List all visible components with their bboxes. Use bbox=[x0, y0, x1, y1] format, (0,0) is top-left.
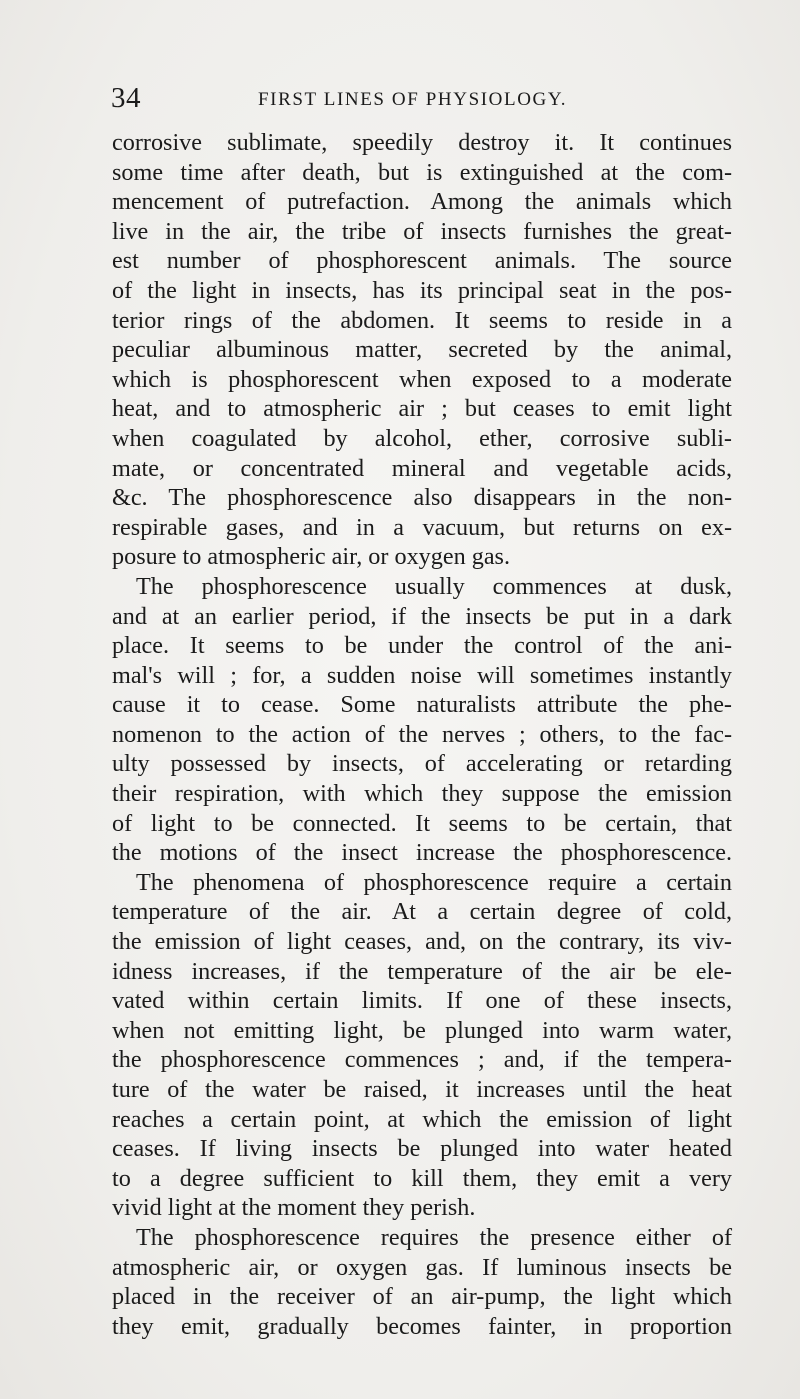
text-line: cause it to cease. Some naturalists attribute the phe- bbox=[112, 691, 732, 719]
text-line: the emission of light ceases, and, on the contrary, its viv- bbox=[112, 928, 732, 956]
text-line: vivid light at the moment they perish. bbox=[112, 1194, 476, 1222]
text-line: live in the air, the tribe of insects furnishes the great- bbox=[112, 217, 732, 245]
body-text bbox=[112, 128, 732, 1341]
text-line: terior rings of the abdomen. It seems to reside in a bbox=[112, 306, 732, 334]
text-line: The phosphorescence requires the presence either of bbox=[136, 1223, 732, 1251]
text-line: they emit, gradually becomes fainter, in proportion bbox=[112, 1312, 732, 1340]
text-line: respirable gases, and in a vacuum, but returns on ex- bbox=[112, 513, 732, 541]
text-line: place. It seems to be under the control of the ani- bbox=[112, 632, 732, 660]
text-line: mencement of putrefaction. Among the animals which bbox=[112, 188, 732, 216]
text-line: posure to atmospheric air, or oxygen gas. bbox=[112, 543, 511, 571]
text-line: the phosphorescence commences ; and, if the tempera- bbox=[112, 1046, 732, 1074]
text-line: mate, or concentrated mineral and vegetable acids, bbox=[112, 454, 732, 482]
text-line: corrosive sublimate, speedily destroy it. It continues bbox=[112, 129, 732, 156]
text-line: ture of the water be raised, it increases until the heat bbox=[112, 1076, 732, 1103]
text-line: &c. The phosphorescence also disappears in the non- bbox=[112, 484, 732, 512]
text-line: est number of phosphorescent animals. The source bbox=[112, 247, 732, 275]
text-line: mal's will ; for, a sudden noise will sometimes instantly bbox=[112, 661, 732, 689]
page-header bbox=[111, 78, 711, 118]
text-line: temperature of the air. At a certain degree of cold, bbox=[112, 898, 732, 926]
page-number: 34 bbox=[111, 82, 141, 114]
text-line: heat, and to atmospheric air ; but ceases to emit light bbox=[112, 395, 732, 423]
text-line: which is phosphorescent when exposed to a moderate bbox=[112, 365, 732, 393]
text-line: when coagulated by alcohol, ether, corrosive subli- bbox=[112, 424, 732, 452]
text-line: atmospheric air, or oxygen gas. If luminous insects be bbox=[112, 1253, 732, 1281]
text-line: nomenon to the action of the nerves ; others, to the fac- bbox=[112, 720, 732, 748]
text-line: ceases. If living insects be plunged into water heated bbox=[112, 1135, 732, 1163]
text-line: their respiration, with which they suppose the emission bbox=[112, 780, 732, 808]
text-line: of light to be connected. It seems to be certain, that bbox=[112, 809, 732, 837]
text-line: the motions of the insect increase the phosphorescence. bbox=[112, 839, 732, 867]
text-line: of the light in insects, has its principal seat in the pos- bbox=[112, 276, 732, 304]
text-line: peculiar albuminous matter, secreted by the animal, bbox=[112, 336, 732, 364]
text-line: idness increases, if the temperature of the air be ele- bbox=[112, 957, 732, 985]
text-line: reaches a certain point, at which the emission of light bbox=[112, 1105, 732, 1133]
running-title: FIRST LINES OF PHYSIOLOGY. bbox=[258, 89, 568, 110]
text-line: The phenomena of phosphorescence require a certain bbox=[136, 868, 732, 896]
text-line: ulty possessed by insects, of accelerating or retarding bbox=[112, 750, 732, 778]
text-line: The phosphorescence usually commences at dusk, bbox=[136, 572, 732, 600]
text-line: some time after death, but is extinguished at the com- bbox=[112, 158, 732, 186]
text-line: placed in the receiver of an air-pump, the light which bbox=[112, 1283, 732, 1311]
text-line: when not emitting light, be plunged into warm water, bbox=[112, 1016, 732, 1044]
text-line: vated within certain limits. If one of these insects, bbox=[112, 987, 732, 1015]
text-line: and at an earlier period, if the insects be put in a dark bbox=[112, 602, 732, 630]
text-line: to a degree sufficient to kill them, they emit a very bbox=[112, 1164, 732, 1192]
